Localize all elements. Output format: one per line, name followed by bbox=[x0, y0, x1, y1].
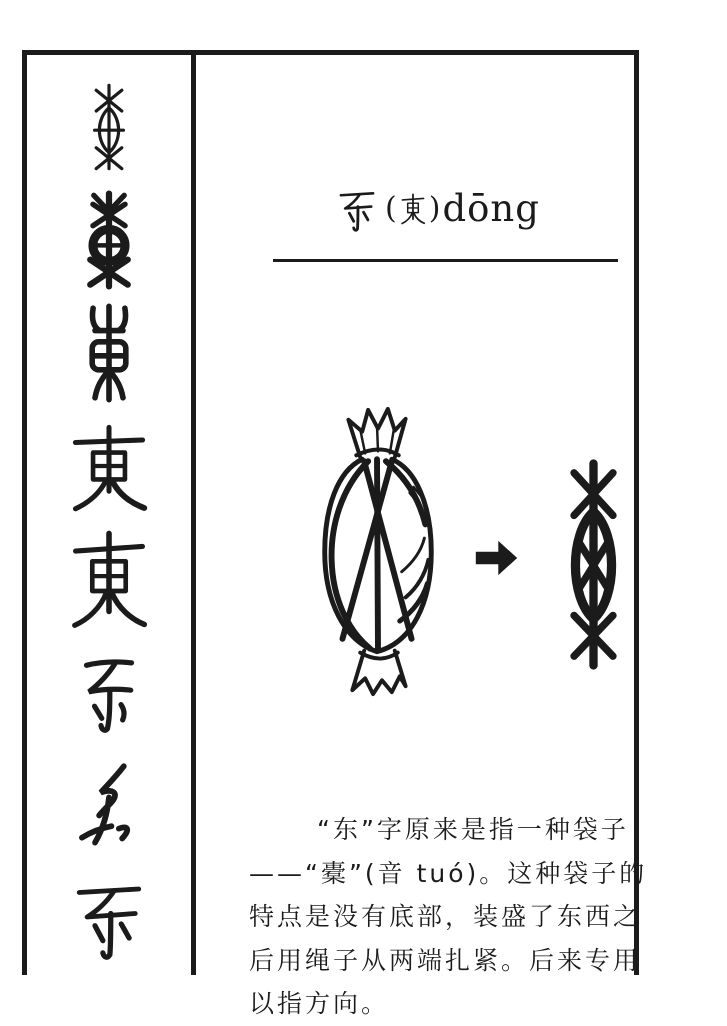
sidebar-form-bronze bbox=[65, 184, 153, 297]
regular-simplified-glyph bbox=[61, 868, 157, 966]
explanation-line: 后用绳子从两端扎紧。后来专用 bbox=[249, 945, 642, 975]
entry-title bbox=[333, 182, 540, 235]
explanation-line: ——“橐”(音 tuó)。这种袋子的 bbox=[249, 858, 648, 888]
title-pinyin: dōng bbox=[442, 187, 540, 230]
clerical-script-glyph bbox=[58, 419, 160, 513]
sidebar-form-clerical bbox=[58, 409, 160, 522]
explanation-line: 特点是没有底部，装盛了东西之 bbox=[249, 902, 642, 931]
bag-illustration bbox=[303, 404, 453, 700]
sidebar-form-cursive bbox=[64, 748, 154, 861]
semi-cursive-glyph bbox=[67, 646, 151, 736]
sidebar-form-semi-cursive bbox=[67, 635, 151, 748]
right-arrow-icon bbox=[474, 534, 519, 582]
explanation-line: 以指方向。 bbox=[249, 989, 390, 1018]
character-evolution-sidebar bbox=[27, 55, 196, 975]
title-underline bbox=[273, 259, 618, 262]
title-hanzi-traditional bbox=[398, 192, 428, 225]
title-paren-close: ) bbox=[428, 190, 441, 226]
sidebar-form-small-seal bbox=[67, 297, 151, 410]
explanation-line: “东”字原来是指一种袋子 bbox=[317, 815, 629, 844]
sidebar-form-regular-traditional bbox=[57, 522, 161, 635]
regular-traditional-glyph bbox=[57, 526, 161, 630]
oracle-bone-glyph bbox=[73, 81, 145, 173]
title-paren-open: ( bbox=[385, 190, 397, 226]
title-hanzi-simplified bbox=[333, 182, 381, 235]
ancient-character-glyph bbox=[550, 458, 637, 671]
page-frame bbox=[22, 50, 648, 1018]
bronze-inscription-glyph bbox=[65, 190, 153, 290]
sidebar-form-regular-simplified bbox=[61, 860, 157, 973]
cursive-glyph bbox=[64, 758, 154, 850]
explanation-paragraph bbox=[249, 808, 649, 1026]
sidebar-form-oracle-bone bbox=[73, 71, 145, 184]
small-seal-glyph bbox=[67, 300, 151, 406]
